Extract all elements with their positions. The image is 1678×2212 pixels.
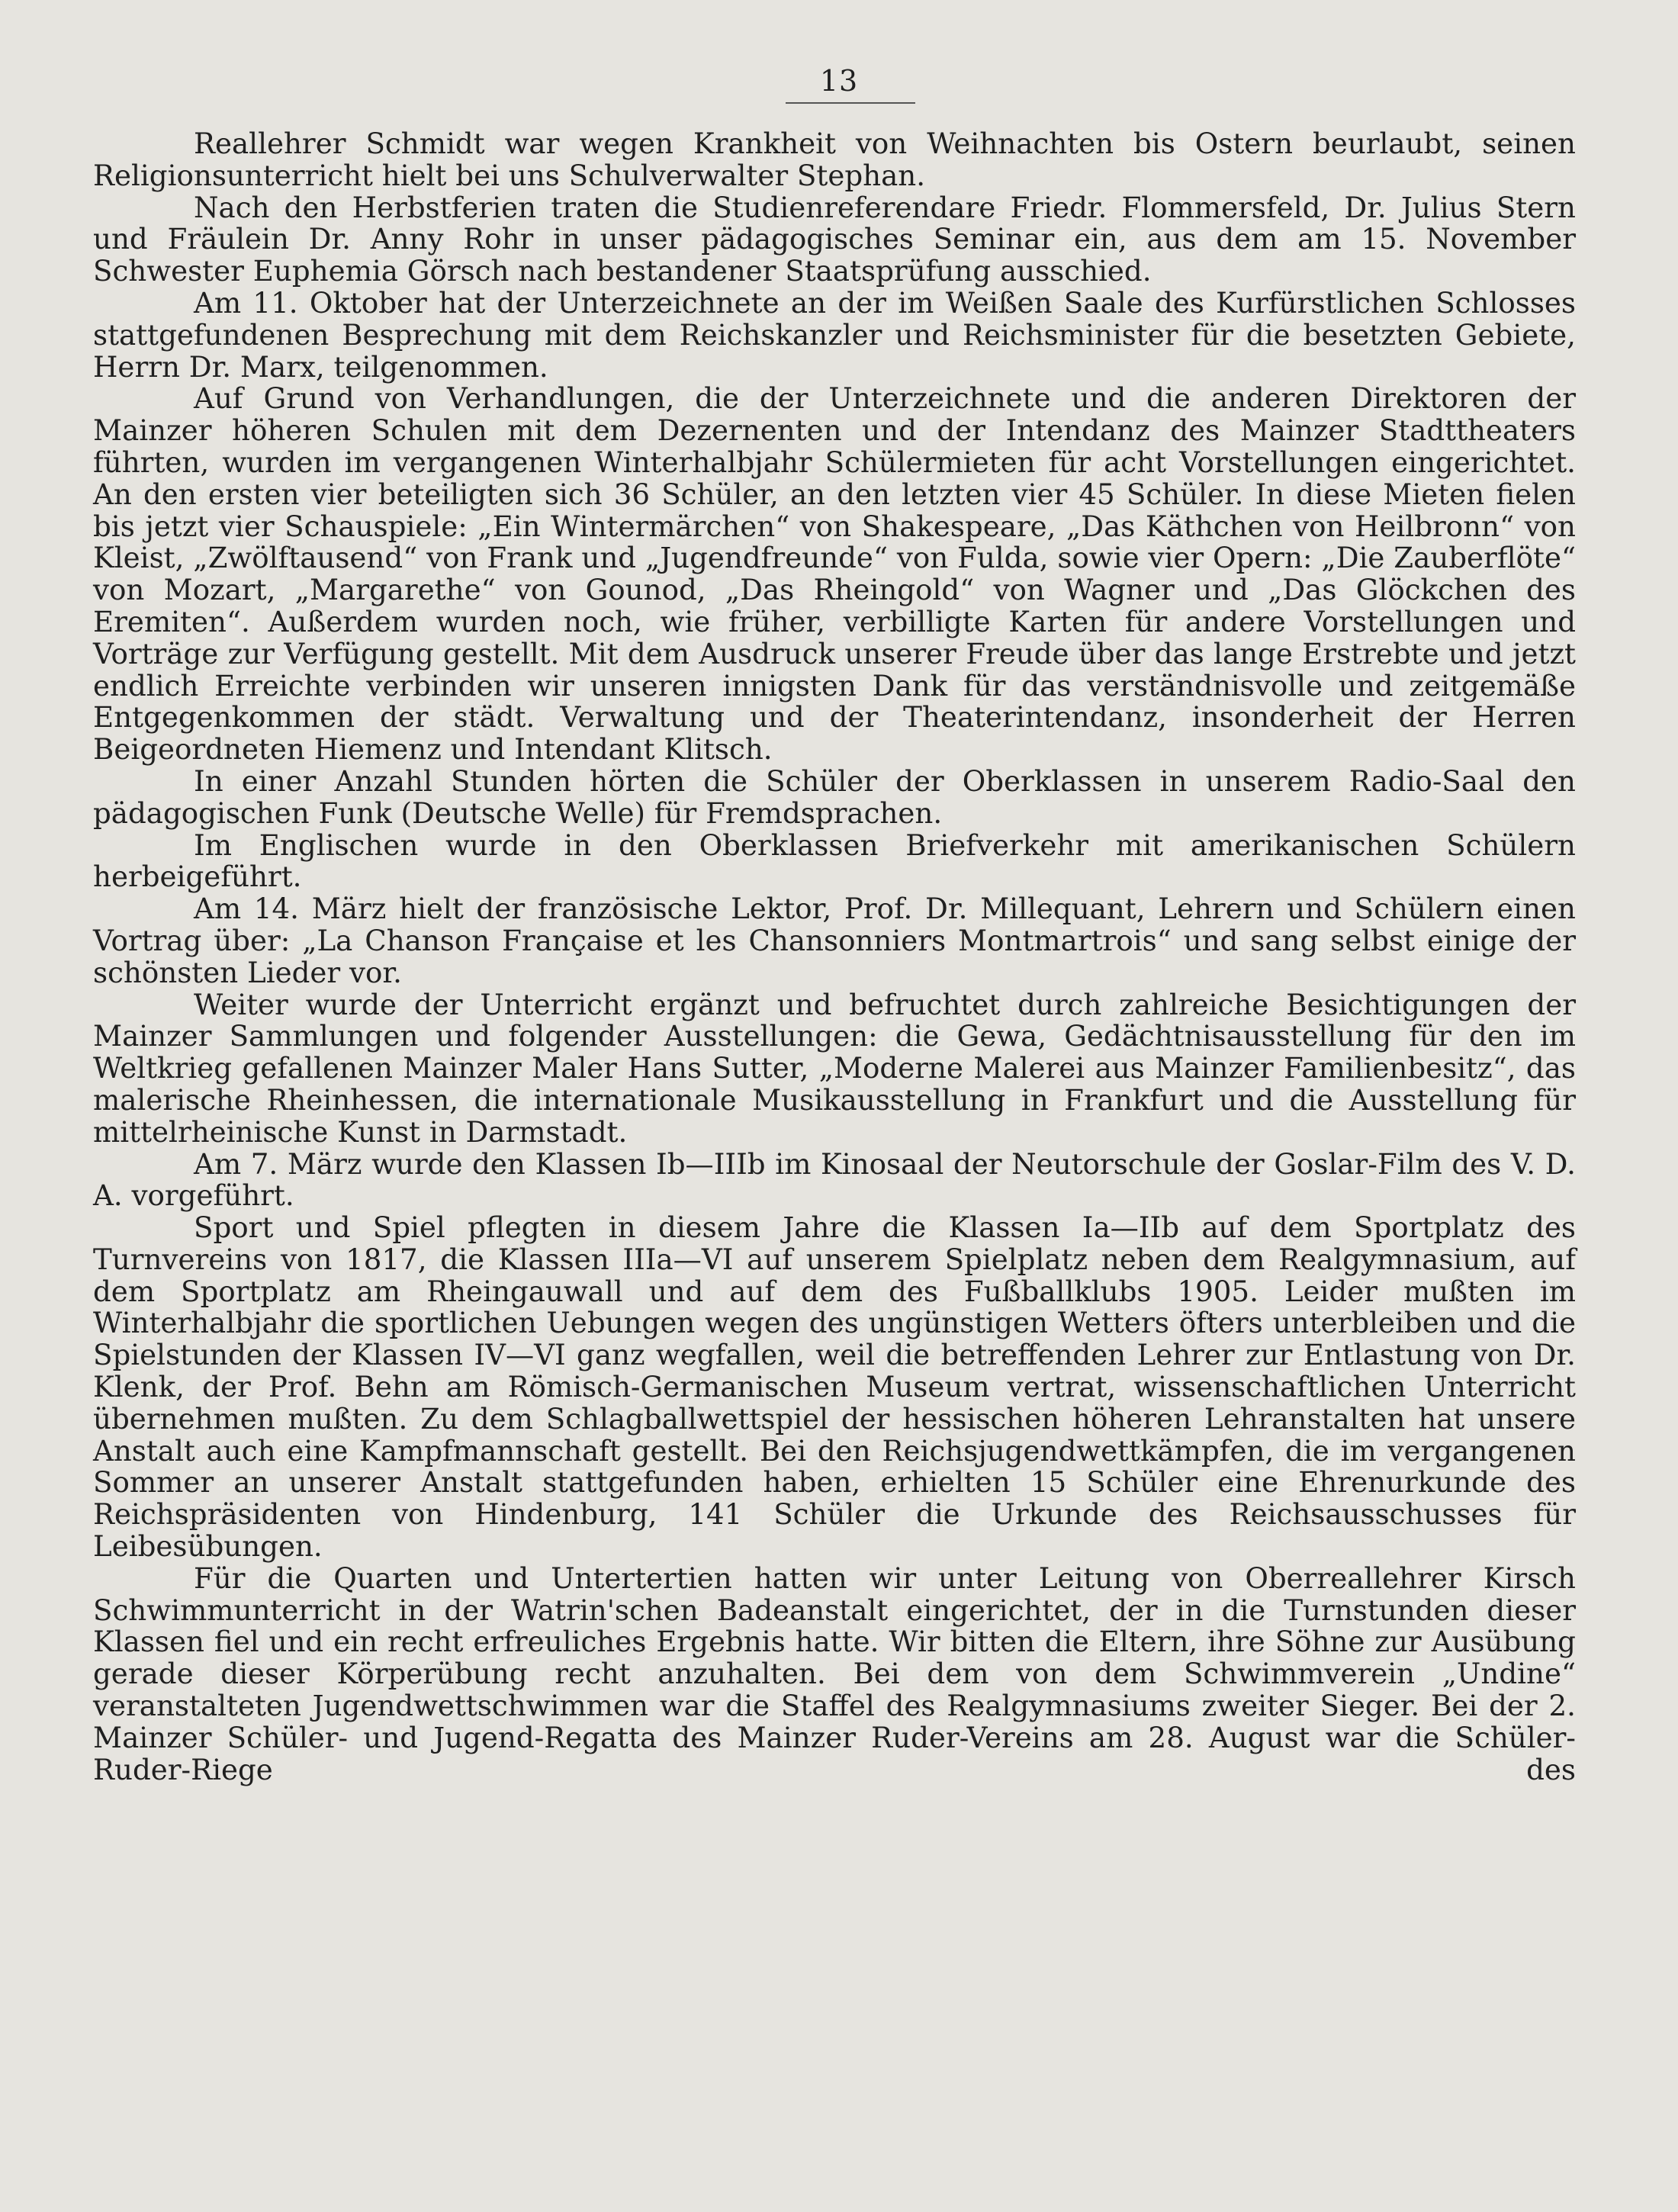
paragraph-exhibitions: Weiter wurde der Unterricht ergänzt und befruchtet durch zahlreiche Besichtigungen der Mainzer Sammlungen und folgender Ausstellungen: die Gewa, Gedächtnisausstellung für den im Weltkrieg gefallenen Mainzer Maler Hans Sutter, „Moderne Malerei aus Mainzer Familienbesitz“, das malerische Rheinhessen, die internationale Musikausstellung in Frankfurt und die Ausstellung für mittelrheinische Kunst in Darmstadt.	[93, 987, 1576, 1149]
paragraph-schmidt-leave: Reallehrer Schmidt war wegen Krankheit von Weihnachten bis Ostern beurlaubt, seinen Religionsunterricht hielt bei uns Schulverwalter Stephan.	[93, 127, 1576, 192]
paragraph-theater-subscriptions: Auf Grund von Verhandlungen, die der Unterzeichnete und die anderen Direktoren der Mainzer höheren Schulen mit dem Dezernenten und der Intendanz des Mainzer Stadttheaters führten, wurden im vergangenen Winterhalbjahr Schülermieten für acht Vorstellungen eingerichtet. An den ersten vier beteiligten sich 36 Schüler, an den letzten vier 45 Schüler. In diese Mieten fielen bis jetzt vier Schauspiele: „Ein Wintermärchen“ von Shakespeare, „Das Käthchen von Heilbronn“ von Kleist, „Zwölftausend“ von Frank und „Jugendfreunde“ von Fulda, sowie vier Opern: „Die Zauberflöte“ von Mozart, „Margarethe“ von Gounod, „Das Rheingold“ von Wagner und „Das Glöckchen des Eremiten“. Außerdem wurden noch, wie früher, verbilligte Karten für andere Vorstellungen und Vorträge zur Verfügung gestellt. Mit dem Ausdruck unserer Freude über das lange Erstrebte und jetzt endlich Erreichte verbinden wir unseren innigsten Dank für das verständnisvolle und zeitgemäße Entgegenkommen der städt. Verwaltung und der Theaterintendanz, insonderheit der Herren Beigeordneten Hiemenz und Intendant Klitsch.	[93, 381, 1576, 767]
paragraph-seminar-referendare: Nach den Herbstferien traten die Studienreferendare Friedr. Flommersfeld, Dr. Julius Stern und Fräulein Dr. Anny Rohr in unser pädagogisches Seminar ein, aus dem am 15. November Schwester Euphemia Görsch nach bestandener Staatsprüfung ausschied.	[93, 190, 1576, 288]
paragraph-french-lecture: Am 14. März hielt der französische Lektor, Prof. Dr. Millequant, Lehrern und Schülern einen Vortrag über: „La Chanson Française et les Chansonniers Montmartrois“ und sang selbst einige der schönsten Lieder vor.	[93, 892, 1576, 989]
page-number-rule	[786, 102, 915, 104]
page-number: 13	[819, 64, 859, 98]
paragraph-goslar-film: Am 7. März wurde den Klassen Ib—IIIb im Kinosaal der Neutorschule der Goslar-Film des V. D. A. vorgeführt.	[93, 1146, 1576, 1213]
paragraph-sport-and-games: Sport und Spiel pflegten in diesem Jahre die Klassen Ia—IIb auf dem Sportplatz des Turnvereins von 1817, die Klassen IIIa—VI auf unserem Spielplatz neben dem Realgymnasium, auf dem Sportplatz am Rheingauwall und auf dem des Fußballklubs 1905. Leider mußten im Winterhalbjahr die sportlichen Uebungen wegen des ungünstigen Wetters öfters unterbleiben und die Spielstunden der Klassen IV—VI ganz wegfallen, weil die betreffenden Lehrer zur Entlastung von Dr. Klenk, der Prof. Behn am Römisch-Germanischen Museum vertrat, wissenschaftlichen Unterricht übernehmen mußten. Zu dem Schlagballwettspiel der hessischen höheren Lehranstalten hat unsere Anstalt auch eine Kampfmannschaft gestellt. Bei den Reichsjugendwettkämpfen, die im vergangenen Sommer an unserer Anstalt stattgefunden haben, erhielten 15 Schüler eine Ehrenurkunde des Reichspräsidenten von Hindenburg, 141 Schüler die Urkunde des Reichsausschusses für Leibesübungen.	[93, 1210, 1576, 1564]
paragraph-radio-funk: In einer Anzahl Stunden hörten die Schüler der Oberklassen in unserem Radio-Saal den pädagogischen Funk (Deutsche Welle) für Fremdsprachen.	[93, 764, 1576, 830]
body-text	[93, 128, 1576, 1786]
paragraph-swimming: Für die Quarten und Untertertien hatten wir unter Leitung von Oberreallehrer Kirsch Schwimmunterricht in der Watrin'schen Badeanstalt eingerichtet, der in die Turnstunden dieser Klassen fiel und ein recht erfreuliches Ergebnis hatte. Wir bitten die Eltern, ihre Söhne zur Ausübung gerade dieser Körperübung recht anzuhalten. Bei dem von dem Schwimmverein „Undine“ veranstalteten Jugendwettschwimmen war die Staffel des Realgymnasiums zweiter Sieger. Bei der 2. Mainzer Schüler- und Jugend-Regatta des Mainzer Ruder-Vereins am 28. August war die Schüler-Ruder-Riege des	[93, 1561, 1576, 1786]
paragraph-english-correspondence: Im Englischen wurde in den Oberklassen Briefverkehr mit amerikanischen Schülern herbeigeführt.	[93, 828, 1576, 894]
paragraph-reichskanzler-meeting: Am 11. Oktober hat der Unterzeichnete an der im Weißen Saale des Kurfürstlichen Schlosses stattgefundenen Besprechung mit dem Reichskanzler und Reichsminister für die besetzten Gebiete, Herrn Dr. Marx, teilgenommen.	[93, 285, 1576, 384]
